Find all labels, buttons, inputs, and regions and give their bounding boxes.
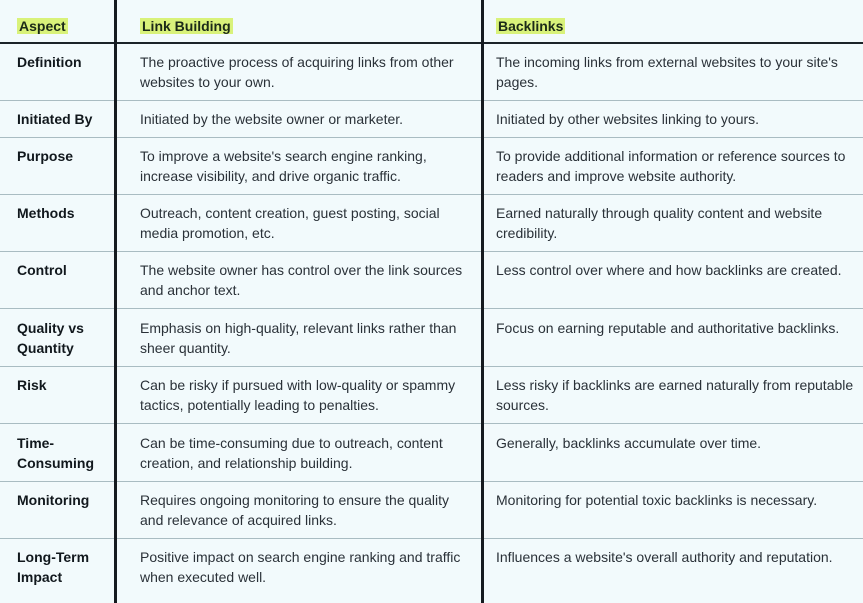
row-link-building: Requires ongoing monitoring to ensure the quality and relevance of acquired links. xyxy=(140,492,449,528)
row-aspect: Methods xyxy=(17,205,75,221)
row-aspect: Monitoring xyxy=(17,492,90,508)
header-backlinks: Backlinks xyxy=(498,18,564,34)
table-row xyxy=(0,138,863,195)
table-row xyxy=(0,482,863,539)
row-aspect: Definition xyxy=(17,54,82,70)
table-row xyxy=(0,101,863,138)
row-aspect: Quality vs Quantity xyxy=(17,320,84,356)
row-backlinks: Initiated by other websites linking to yours. xyxy=(496,111,760,127)
table-row xyxy=(0,252,863,309)
table-row xyxy=(0,195,863,252)
row-link-building: Can be risky if pursued with low-quality or spammy tactics, potentially leading to penalties. xyxy=(140,377,456,413)
row-aspect: Risk xyxy=(17,377,47,393)
row-backlinks: Less risky if backlinks are earned naturally from reputable sources. xyxy=(496,377,854,413)
row-link-building: Emphasis on high-quality, relevant links rather than sheer quantity. xyxy=(140,320,457,356)
table-row xyxy=(0,539,863,603)
row-aspect: Time-Consuming xyxy=(17,435,94,471)
row-aspect: Purpose xyxy=(17,148,74,164)
table-row xyxy=(0,424,863,482)
table-row xyxy=(0,44,863,101)
header-aspect: Aspect xyxy=(19,18,66,34)
row-backlinks: Influences a website's overall authority and reputation. xyxy=(496,549,833,565)
column-divider-2 xyxy=(481,0,484,603)
row-link-building: Outreach, content creation, guest posting, social media promotion, etc. xyxy=(140,205,440,241)
row-link-building: The website owner has control over the link sources and anchor text. xyxy=(140,262,463,298)
row-link-building: Initiated by the website owner or marketer. xyxy=(140,111,404,127)
row-link-building: Positive impact on search engine ranking and traffic when executed well. xyxy=(140,549,461,585)
row-backlinks: To provide additional information or reference sources to readers and improve website authority. xyxy=(496,148,846,184)
row-backlinks: The incoming links from external websites to your site's pages. xyxy=(496,54,838,90)
row-link-building: Can be time-consuming due to outreach, content creation, and relationship building. xyxy=(140,435,443,471)
table-row xyxy=(0,309,863,367)
header-link-building: Link Building xyxy=(142,18,231,34)
row-aspect: Initiated By xyxy=(17,111,93,127)
row-backlinks: Monitoring for potential toxic backlinks is necessary. xyxy=(496,492,818,508)
row-link-building: To improve a website's search engine ranking, increase visibility, and drive organic traffic. xyxy=(140,148,427,184)
row-aspect: Long-Term Impact xyxy=(17,549,90,585)
row-aspect: Control xyxy=(17,262,67,278)
table-row xyxy=(0,367,863,424)
row-backlinks: Earned naturally through quality content and website credibility. xyxy=(496,205,823,241)
column-divider-1 xyxy=(114,0,117,603)
row-backlinks: Focus on earning reputable and authoritative backlinks. xyxy=(496,320,840,336)
row-backlinks: Generally, backlinks accumulate over time. xyxy=(496,435,762,451)
table-header-row xyxy=(0,0,863,44)
row-backlinks: Less control over where and how backlinks are created. xyxy=(496,262,842,278)
row-link-building: The proactive process of acquiring links from other websites to your own. xyxy=(140,54,454,90)
